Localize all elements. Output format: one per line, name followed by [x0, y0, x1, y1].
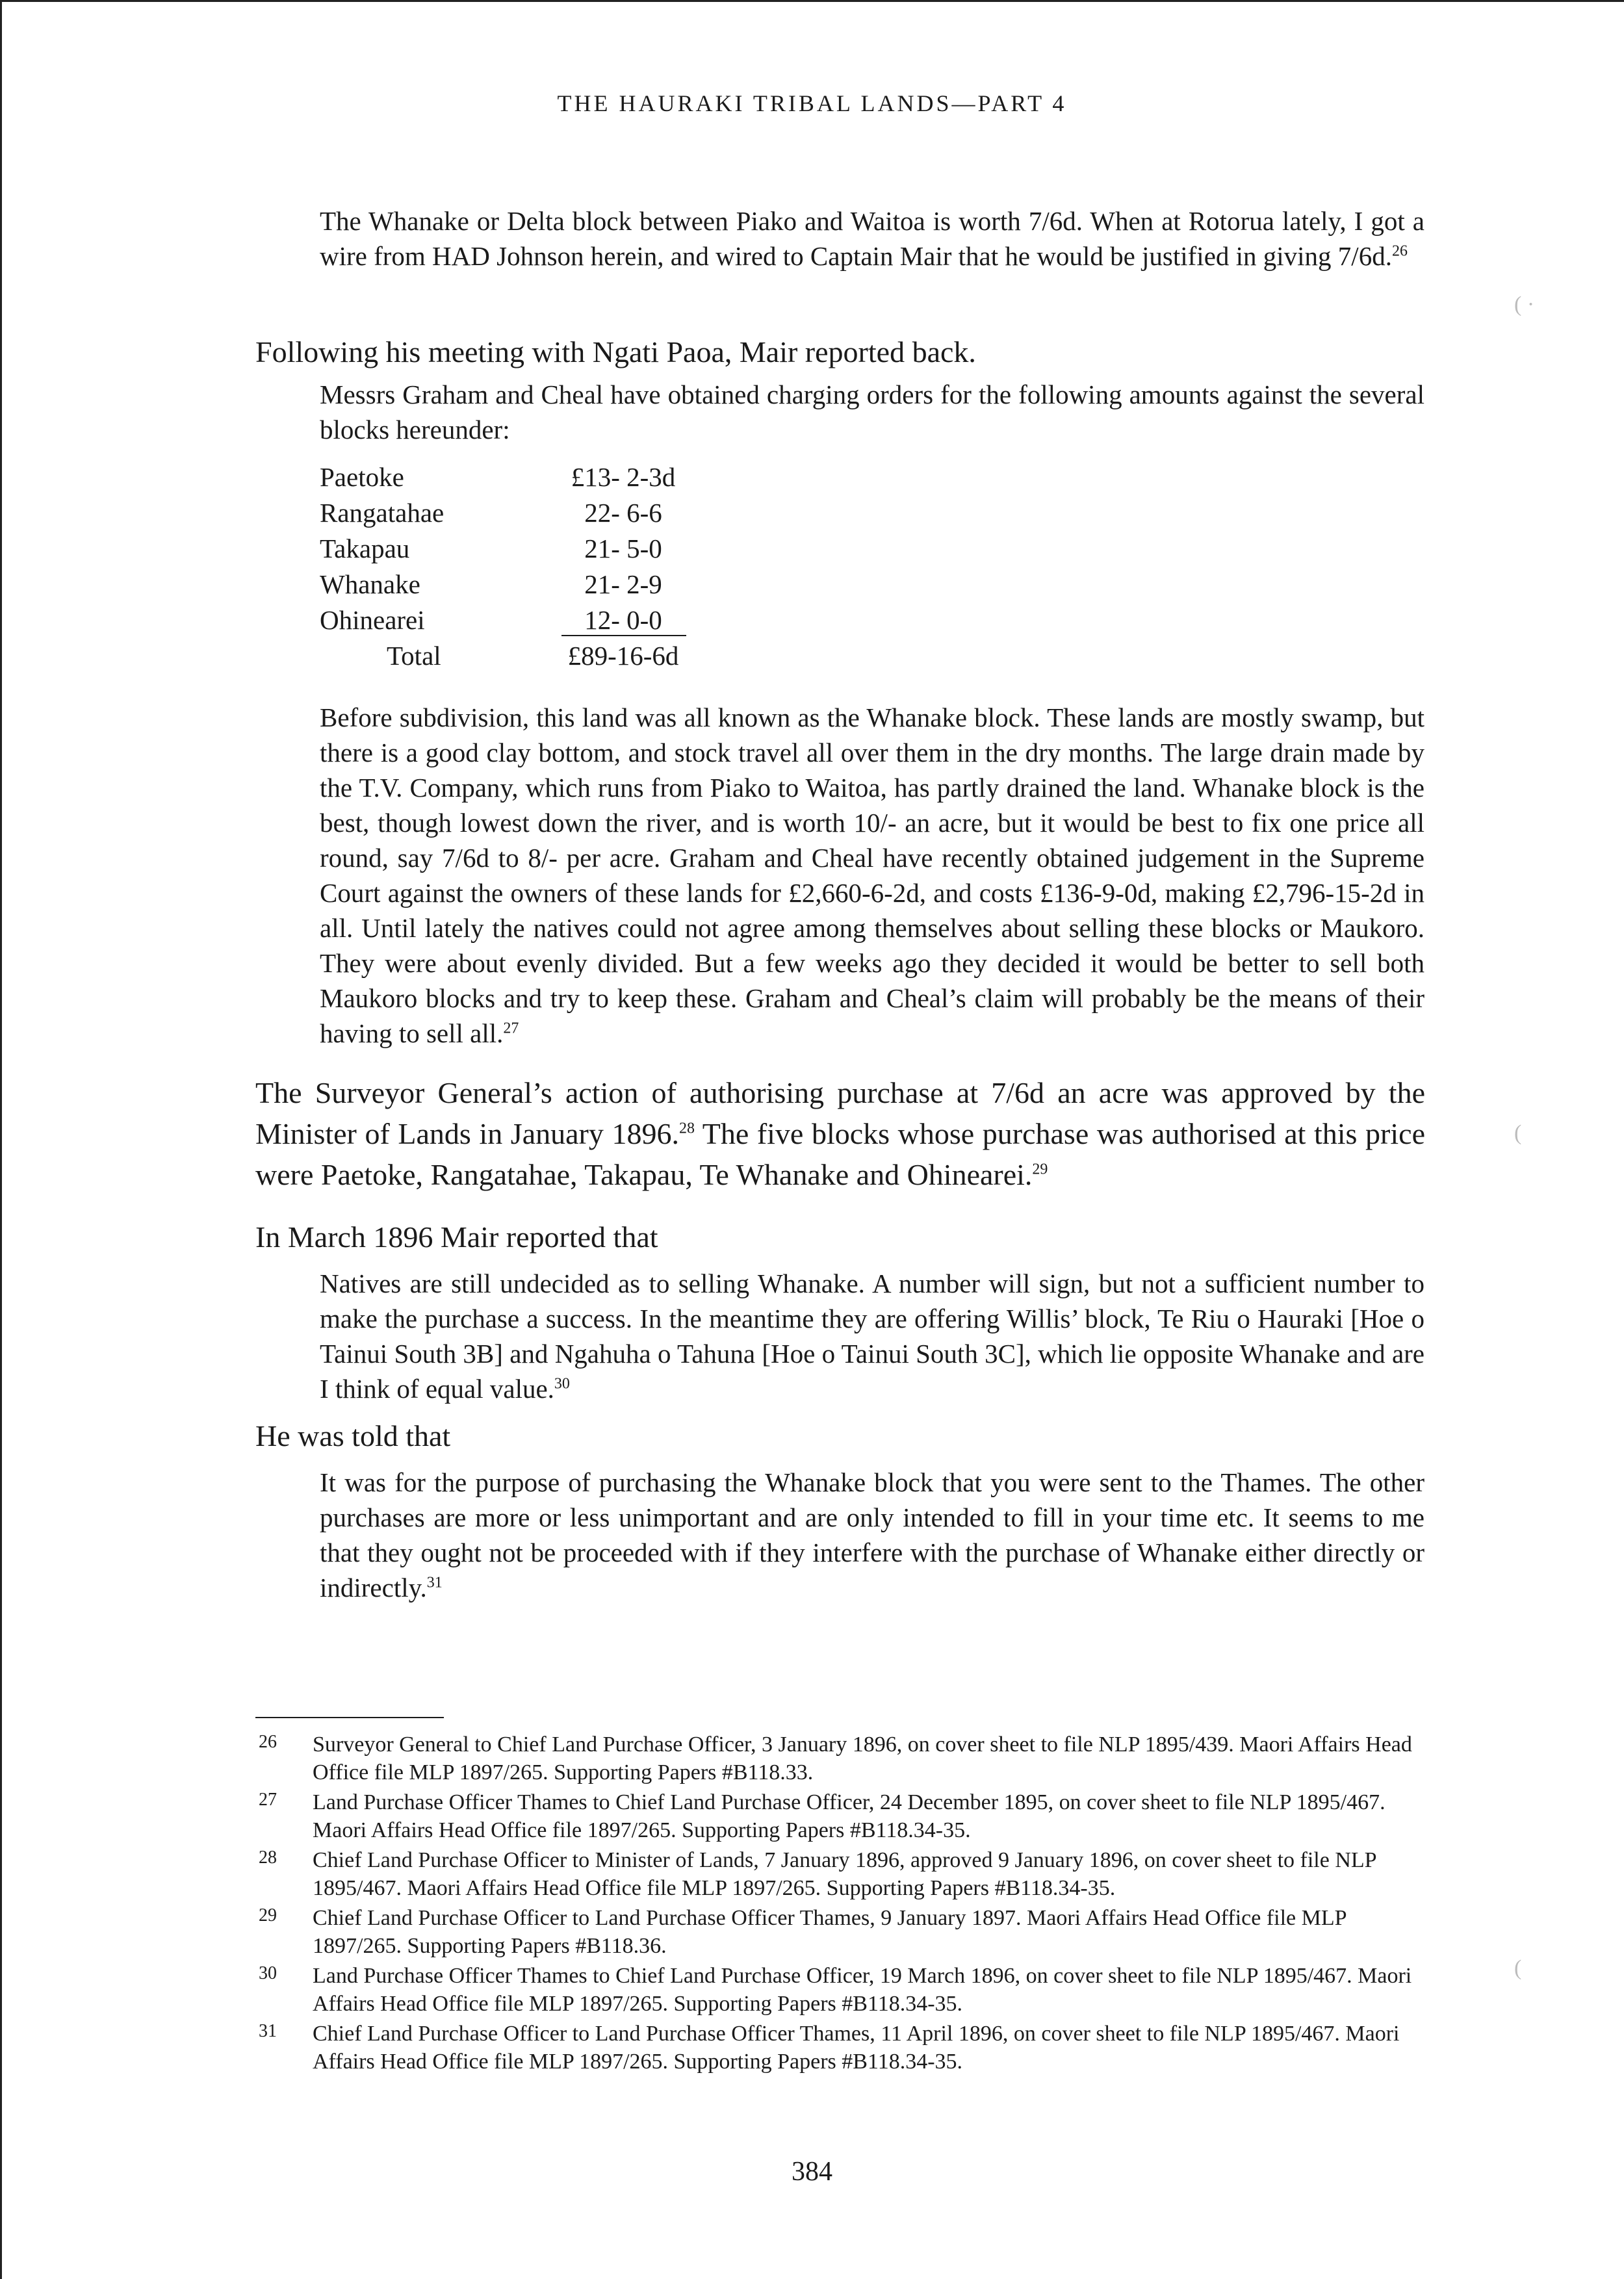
running-head: THE HAURAKI TRIBAL LANDS—PART 4: [557, 90, 1067, 116]
footnote-text: Chief Land Purchase Officer to Land Purchase Officer Thames, 11 April 1896, on cover sheet to file NLP 1895/467. Maori Affairs Head Office file MLP 1897/265. Supporting Papers #B118.34-35.: [313, 2022, 1400, 2074]
table-row: [320, 459, 685, 495]
footnote-ref: 29: [1032, 1161, 1048, 1178]
footnote-text: Land Purchase Officer Thames to Chief Land Purchase Officer, 24 December 1895, on cover sheet to file NLP 1895/467. Maori Affairs Head Office file 1897/265. Supporting Papers #B118.34-35.: [313, 1790, 1386, 1842]
footnote-text: Chief Land Purchase Officer to Minister of Lands, 7 January 1896, approved 9 January 1896, on cover sheet to file NLP 1895/467. Maori Affairs Head Office file MLP 1897/265. Supporting Papers #B118.34-35.: [313, 1848, 1376, 1900]
charging-orders-table: [320, 459, 685, 673]
footnote-number: 30: [259, 1963, 277, 1983]
footnote-number: 31: [259, 2021, 277, 2041]
footnote: [255, 1846, 1432, 1902]
intro-paragraph-1: Following his meeting with Ngati Paoa, Mair reported back.: [255, 335, 976, 368]
block-name: Takapau: [320, 533, 410, 563]
footnote-ref: 28: [678, 1120, 695, 1137]
footnote-ref: 26: [1391, 242, 1408, 260]
quote-text: Before subdivision, this land was all known as the Whanake block. These lands are mostly swamp, but there is a good clay bottom, and stock travel all over them in the dry months. The large drain made by the T.V. Company, which runs from Piako to Waitoa, has partly drained the land. Whanake block is the best, though lowest down the river, and is worth 10/- an acre, but it would be best to fix one price all round, say 7/6d to 8/- per acre. Graham and Cheal have recently obtained judgement in the Supreme Court against the owners of these lands for £2,660-6-2d, and costs £136-9-0d, making £2,796-15-2d in all. Until lately the natives could not agree among themselves about selling these blocks or Maukoro. They were about evenly divided. But a few weeks ago they decided it would be better to sell both Maukoro blocks and try to keep these. Graham and Cheal’s claim will probably be the means of their having to sell all.: [320, 702, 1424, 1048]
body-text-a: The Surveyor General’s action of authorising purchase at 7/6d an acre was approved by the Minister of Lands in January 1896.: [255, 1076, 1425, 1150]
block-quote-2-lead: Messrs Graham and Cheal have obtained charging orders for the following amounts against the several blocks hereunder:: [320, 380, 1424, 444]
block-amount: 21- 5-0: [584, 533, 662, 563]
block-name: Rangatahae: [320, 497, 445, 528]
footnote-ref: 30: [554, 1375, 570, 1393]
page-number: 384: [792, 2157, 832, 2187]
block-name: Ohinearei: [320, 604, 425, 635]
quote-text: Natives are still undecided as to selling Whanake. A number will sign, but not a sufficient number to make the purchase a success. In the meantime they are offering Willis’ block, Te Riu o Hauraki [Hoe o Tainui South 3B] and Ngahuha o Tahuna [Hoe o Tainui South 3C], which lie opposite Whanake and are I think of equal value.: [320, 1268, 1424, 1404]
table-row: [320, 566, 685, 602]
total-amount: £89-16-6d: [567, 640, 679, 671]
footnote-number: 29: [259, 1905, 277, 1925]
block-name: Whanake: [320, 569, 420, 599]
footnote: [255, 1962, 1432, 2018]
footnote-text: Chief Land Purchase Officer to Land Purchase Officer Thames, 9 January 1897. Maori Affairs Head Office file MLP 1897/265. Supporting Papers #B118.36.: [313, 1906, 1347, 1958]
scan-edge-left: [0, 0, 2, 2279]
footnote-separator: [255, 1717, 444, 1718]
total-rule: [561, 635, 686, 636]
block-quote-3: [320, 1266, 1424, 1406]
intro-paragraph-3: He was told that: [255, 1419, 451, 1452]
footnotes: [255, 1731, 1432, 2078]
total-row: [320, 637, 685, 673]
footnote-ref: 27: [503, 1020, 519, 1037]
scan-mark: ( ·: [1514, 292, 1535, 316]
quote-text: The Whanake or Delta block between Piako and Waitoa is worth 7/6d. When at Rotorua lately, I got a wire from HAD Johnson herein, and wired to Captain Mair that he would be justified in giving 7/6d.: [320, 206, 1424, 271]
footnote-number: 27: [259, 1790, 277, 1810]
block-amount: 21- 2-9: [584, 569, 662, 599]
block-amount: £13- 2-3d: [571, 461, 676, 492]
footnote: [255, 1904, 1432, 1960]
footnote-text: Land Purchase Officer Thames to Chief Land Purchase Officer, 19 March 1896, on cover sheet to file NLP 1895/467. Maori Affairs Head Office file MLP 1897/265. Supporting Papers #B118.34-35.: [313, 1964, 1412, 2016]
table-row: [320, 495, 685, 530]
block-quote-1: [320, 203, 1424, 274]
table-row: [320, 602, 685, 637]
footnote-number: 26: [259, 1732, 277, 1752]
block-amount: 12- 0-0: [584, 604, 662, 635]
footnote: [255, 2020, 1432, 2076]
block-name: Paetoke: [320, 461, 404, 492]
body-text-b: The five blocks whose purchase was authorised at this price were Paetoke, Rangatahae, Takapau, Te Whanake and Ohinearei.: [255, 1117, 1425, 1191]
footnote-number: 28: [259, 1848, 277, 1868]
block-quote-4: [320, 1465, 1424, 1605]
table-row: [320, 530, 685, 566]
footnote-ref: 31: [426, 1574, 443, 1591]
scan-mark: (: [1514, 1121, 1522, 1145]
scan-mark: (: [1514, 1956, 1522, 1980]
footnote: [255, 1788, 1432, 1844]
footnote-text: Surveyor General to Chief Land Purchase Officer, 3 January 1896, on cover sheet to file NLP 1895/439. Maori Affairs Head Office file MLP 1897/265. Supporting Papers #B118.33.: [313, 1732, 1412, 1784]
footnote: [255, 1731, 1432, 1786]
body-paragraph-1: [255, 1072, 1425, 1195]
quote-text: It was for the purpose of purchasing the Whanake block that you were sent to the Thames. The other purchases are more or less unimportant and are only intended to fill in your time etc. It seems to me that they ought not be proceeded with if they interfere with the purchase of Whanake either directly or indirectly.: [320, 1467, 1424, 1603]
block-amount: 22- 6-6: [584, 497, 662, 528]
total-label: Total: [387, 640, 441, 671]
scan-edge-top: [0, 0, 1624, 2]
intro-paragraph-2: In March 1896 Mair reported that: [255, 1220, 658, 1254]
block-quote-2-body: [320, 700, 1424, 1051]
